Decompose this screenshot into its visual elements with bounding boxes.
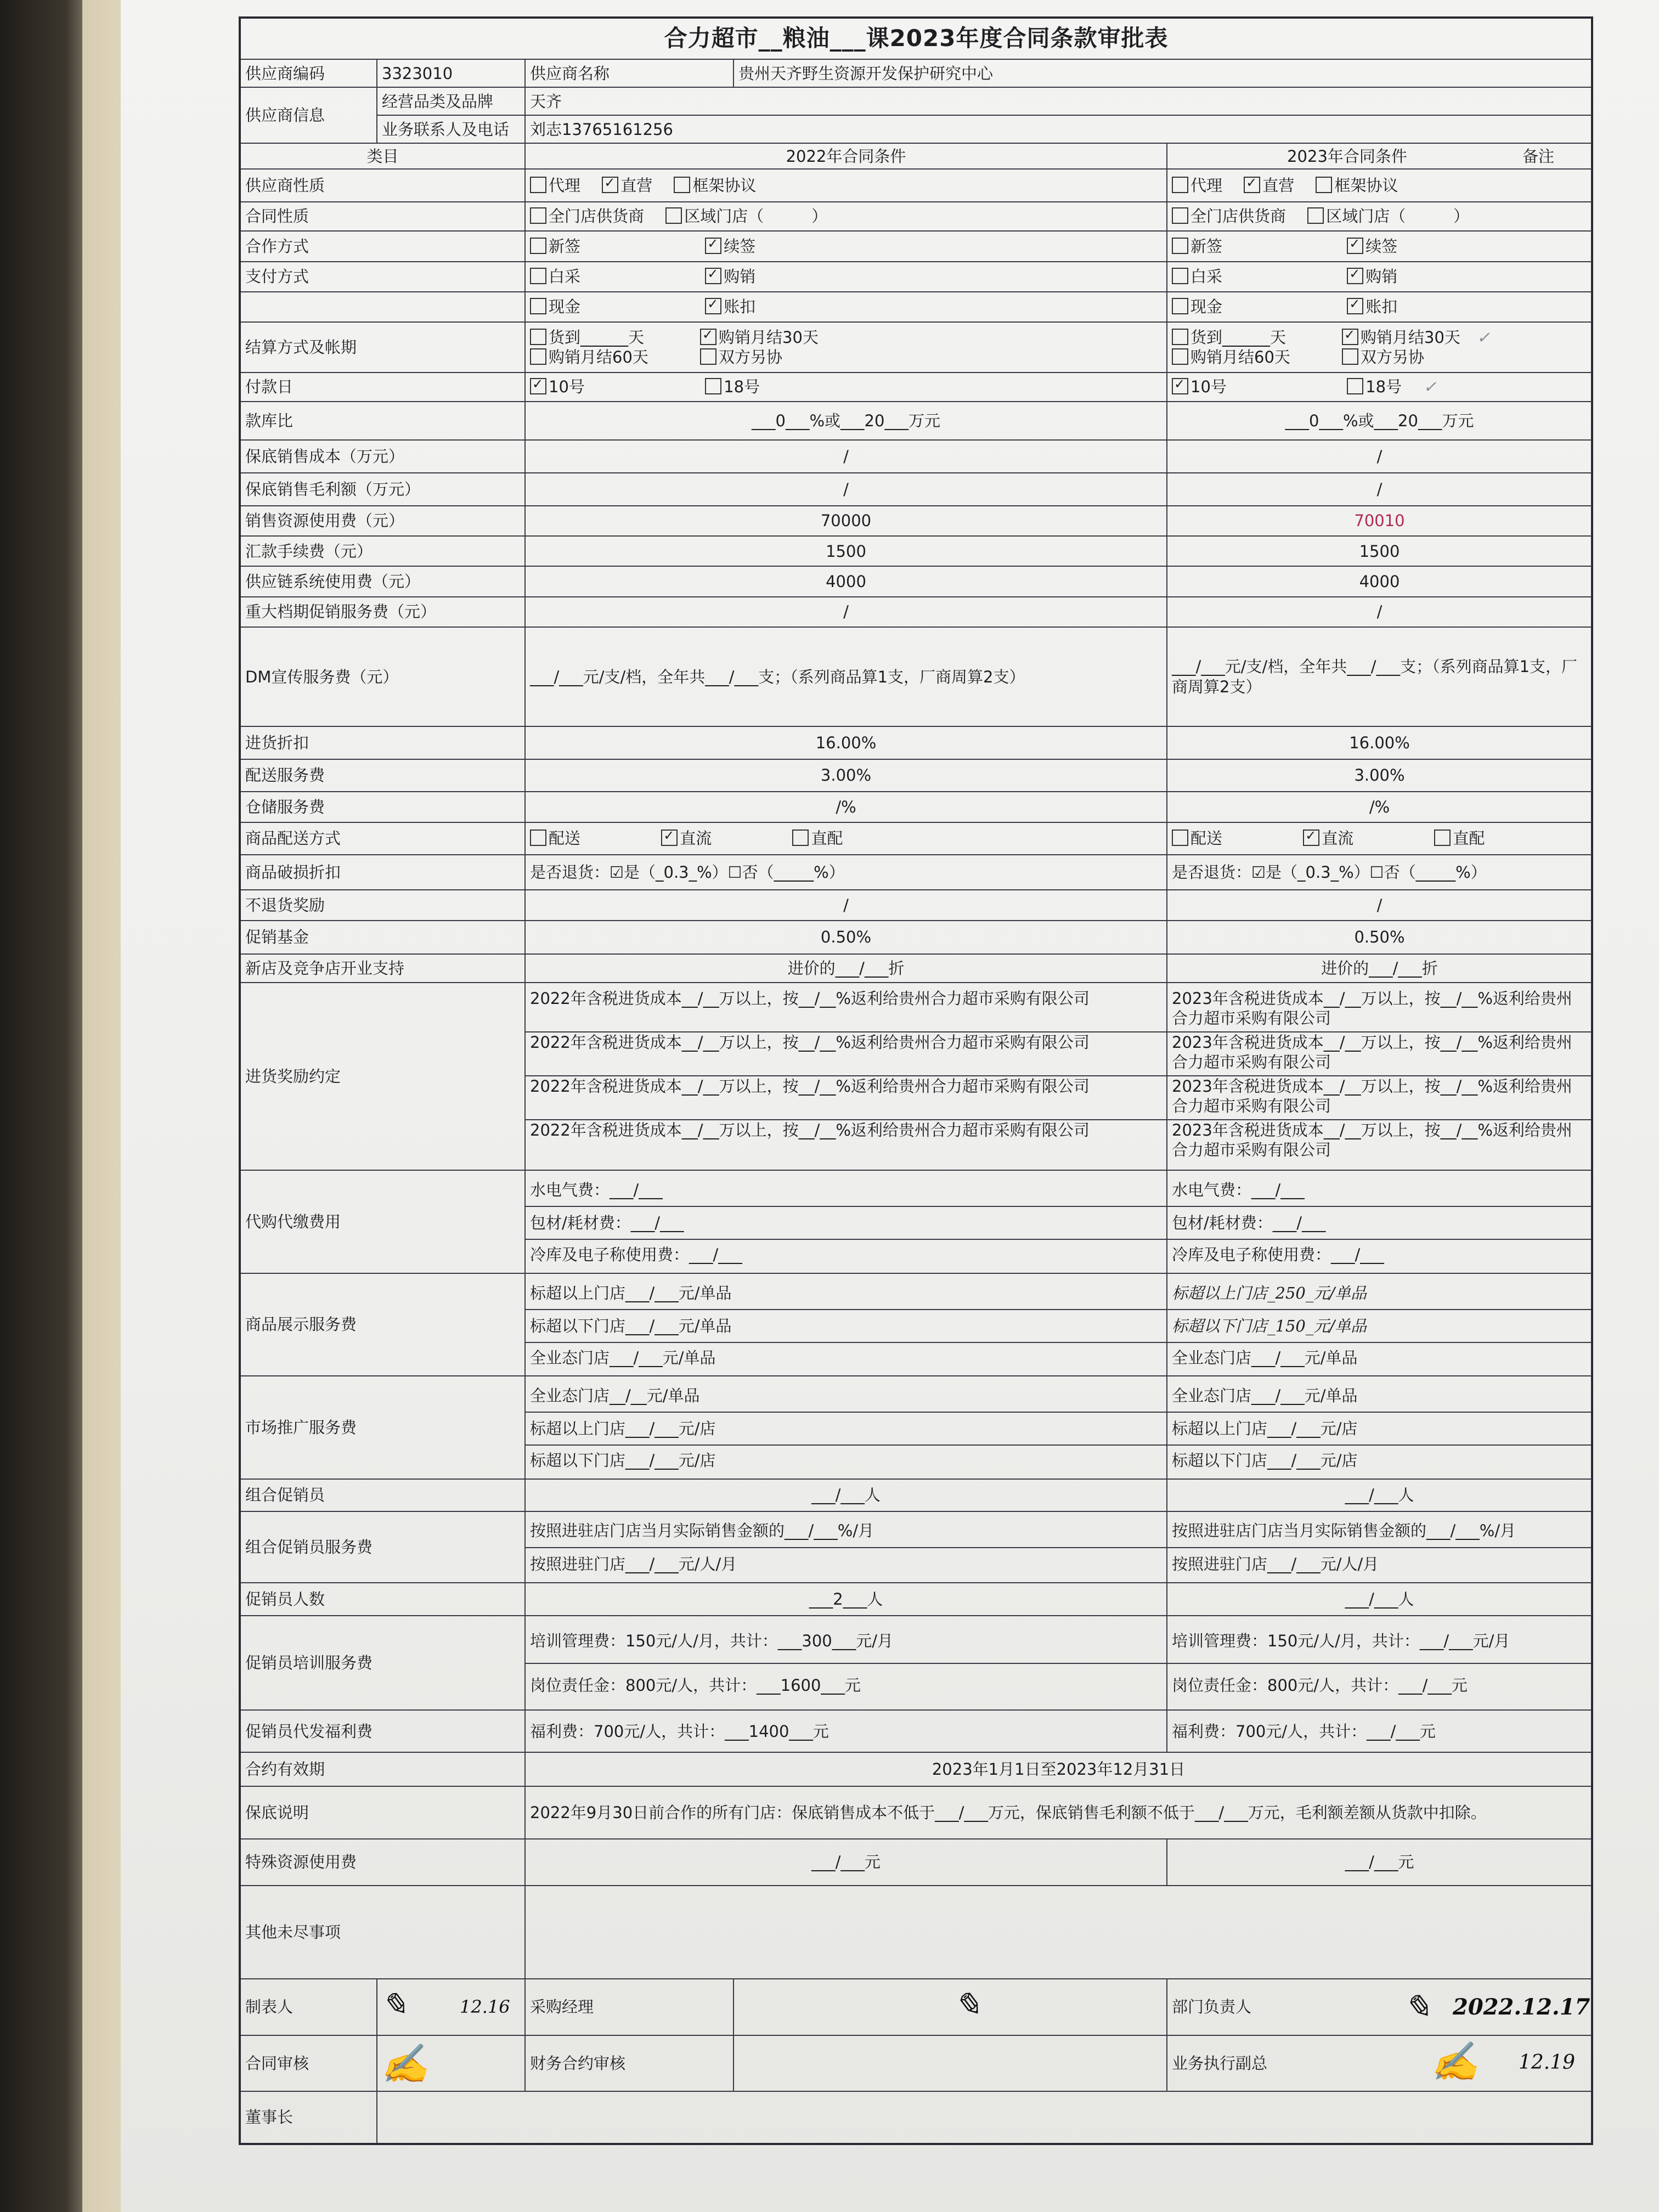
contract-type-2022: 全门店供货商 区域门店（ ）: [525, 202, 1167, 231]
opt-text: 购销月结60天: [1190, 348, 1290, 367]
label-other: 其他未尽事项: [240, 1886, 525, 1979]
checkbox-framework-2022[interactable]: [674, 177, 690, 193]
display-2022: [525, 1273, 1167, 1376]
checkbox-region-2022[interactable]: [665, 207, 682, 224]
opt-text: 区域门店（: [1326, 207, 1406, 226]
remit-fee-2022: 1500: [525, 536, 1167, 566]
opt-text: 天: [1270, 328, 1286, 347]
display-line: 全业态门店___/___元/单品: [1172, 1348, 1358, 1367]
checkbox-directmatch-2022[interactable]: [792, 830, 809, 846]
label-scm-fee: 供应链系统使用费（元）: [240, 566, 525, 596]
holiday-fee-2023: /: [1167, 597, 1592, 627]
combo-fee-line: 按照进驻门店___/___元/人/月: [1172, 1555, 1379, 1574]
opt-text: 白采: [1190, 267, 1223, 286]
checkbox-cod-2023[interactable]: [1172, 329, 1188, 345]
exec-vp-signature: ✍: [1431, 2039, 1479, 2084]
label-delivery-fee: 配送服务费: [240, 759, 525, 792]
reward-line: 2022年含税进货成本__/__万以上，按__/__%返利给贵州合力超市采购有限公司: [526, 989, 1166, 1032]
label-distribution: 商品配送方式: [240, 822, 525, 855]
opt-text: 直营: [1262, 176, 1295, 195]
new-store-2023: 进价的___/___折: [1167, 954, 1592, 982]
opt-text: 配送: [549, 829, 581, 848]
market-line: 标超以下门店___/___元/店: [530, 1451, 716, 1470]
label-chairman: 董事长: [240, 2091, 377, 2144]
market-line: 标超以下门店___/___元/店: [1172, 1451, 1358, 1470]
label-guarantee: 保底说明: [240, 1786, 525, 1839]
opt-text: 购销月结30天: [719, 328, 819, 347]
maker-signature: ✎: [381, 1986, 408, 2024]
label-storage-fee: 仓储服务费: [240, 792, 525, 822]
combo-fee-line: 按照进驻店门店当月实际销售金额的___/___%/月: [1167, 1514, 1592, 1548]
welfare-2022: 福利费：700元/人，共计：___1400___元: [525, 1710, 1167, 1752]
header-category: 类目: [240, 143, 525, 169]
label-damage: 商品破损折扣: [240, 855, 525, 890]
pay-day-2023: [1167, 373, 1592, 402]
label-resource-fee: 销售资源使用费（元）: [240, 506, 525, 536]
training-2022: [525, 1616, 1167, 1711]
holiday-fee-2022: /: [525, 597, 1167, 627]
checkbox-negotiate-2023[interactable]: [1342, 348, 1358, 365]
label-purchase-reward: 进货奖励约定: [240, 983, 525, 1171]
reward-line: 2023年含税进货成本__/__万以上，按__/__%返利给贵州合力超市采购有限公司: [1172, 1121, 1572, 1160]
market-line: 全业态门店___/___元/单品: [1167, 1380, 1592, 1413]
label-contact: 业务联系人及电话: [377, 115, 525, 143]
opt-text: 代理: [549, 176, 581, 195]
special-fee-2022: ___/___元: [525, 1839, 1167, 1886]
display-line: 标超以上门店_250_元/单品: [1167, 1277, 1592, 1310]
checkbox-d18-2022[interactable]: [705, 378, 721, 394]
checkbox-consign-2022[interactable]: [530, 268, 546, 284]
checkbox-allstore-2023[interactable]: [1172, 207, 1188, 224]
header-2022: 2022年合同条件: [525, 143, 1167, 169]
opt-text: 配送: [1190, 829, 1223, 848]
min-margin-2023: /: [1167, 473, 1592, 506]
opt-text: 新签: [1190, 236, 1223, 256]
training-line: 岗位责任金：800元/人，共计：___/___元: [1172, 1676, 1468, 1695]
label-buyer-mgr: 采购经理: [525, 1979, 733, 2035]
finance-signature-cell: [733, 2035, 1167, 2091]
opt-text: 全门店供货商: [549, 207, 645, 226]
agency-line: 包材/耗材费：___/___: [526, 1207, 1166, 1240]
opt-text: 购销: [1365, 267, 1398, 286]
check-mark: ✓: [1423, 377, 1437, 397]
training-line: 岗位责任金：800元/人，共计：___1600___元: [530, 1676, 861, 1695]
resource-fee-2023: 70010: [1167, 506, 1592, 536]
maker-date: 12.16: [460, 1996, 510, 2018]
opt-text: 双方另协: [1361, 348, 1425, 367]
buyer-mgr-signature-cell: [733, 1979, 1167, 2035]
damage-2023: 是否退货：☑是（_0.3_%）☐否（_____%）: [1167, 855, 1592, 890]
opt-text: 双方另协: [719, 348, 783, 367]
chairman-signature-cell: [377, 2091, 1592, 2144]
check-mark: ✓: [1476, 328, 1491, 347]
label-supplier-info: 供应商信息: [240, 87, 377, 143]
dept-head-date: 2022.12.17: [1453, 1994, 1590, 2021]
label-cash: [240, 292, 525, 322]
label-stock-ratio: 款库比: [240, 402, 525, 440]
storage-fee-2023: /%: [1167, 792, 1592, 822]
agency-line: 水电气费：___/___: [526, 1174, 1166, 1207]
label-discount: 进货折扣: [240, 726, 525, 759]
checkbox-consign-2023[interactable]: [1172, 268, 1188, 284]
label-finance: 财务合约审核: [525, 2035, 733, 2091]
reward-line: 2022年含税进货成本__/__万以上，按__/__%返利给贵州合力超市采购有限公司: [526, 1076, 1166, 1120]
label-new-store: 新店及竞争店开业支持: [240, 954, 525, 982]
promoter-count-2023: ___/___人: [1167, 1583, 1592, 1616]
label-pay-day: 付款日: [240, 373, 525, 402]
min-cost-2022: /: [525, 440, 1167, 473]
combo-promoter-2022: ___/___人: [525, 1479, 1167, 1512]
exec-vp-cell: [1167, 2035, 1592, 2091]
label-welfare-fee: 促销员代发福利费: [240, 1710, 525, 1752]
checkbox-agent-2023[interactable]: [1172, 177, 1188, 193]
checkbox-directflow-2023[interactable]: [1303, 830, 1319, 846]
opt-text: 框架协议: [692, 176, 757, 195]
label-supplier-name: 供应商名称: [525, 59, 733, 87]
checkbox-d10-2023[interactable]: [1172, 378, 1188, 394]
cash-2022: [525, 292, 1167, 322]
checkbox-renew-2023[interactable]: [1347, 238, 1363, 254]
cash-2023: [1167, 292, 1592, 322]
damage-2022: 是否退货：☑是（_0.3_%）☐否（_____%）: [525, 855, 1167, 890]
buyer-mgr-signature: ✎: [953, 1986, 981, 2025]
label-promo-fund: 促销基金: [240, 921, 525, 955]
brand-value: 天齐: [525, 87, 1592, 115]
stock-ratio-2022: ___0___%或___20___万元: [525, 402, 1167, 440]
opt-text: 直配: [811, 829, 843, 848]
agency-2022: [525, 1170, 1167, 1273]
supplier-code: 3323010: [377, 59, 525, 87]
payment-method-2023: [1167, 262, 1592, 292]
distribution-2022: [525, 822, 1167, 855]
promoter-count-2022: ___2___人: [525, 1583, 1167, 1616]
agency-line: 冷库及电子称使用费：___/___: [1172, 1245, 1384, 1265]
combo-fee-line: 按照进驻门店___/___元/人/月: [530, 1555, 737, 1574]
combo-fee-line: 按照进驻店门店当月实际销售金额的___/___%/月: [526, 1514, 1166, 1548]
checkbox-region-2023[interactable]: [1307, 207, 1324, 224]
opt-text: 全门店供货商: [1190, 207, 1286, 226]
nature-2022: [525, 169, 1167, 202]
reward-2023: [1167, 983, 1592, 1171]
market-line: 全业态门店__/__元/单品: [526, 1380, 1166, 1413]
label-review: 合同审核: [240, 2035, 377, 2091]
checkbox-new-2023[interactable]: [1172, 238, 1188, 254]
checkbox-cash-2022[interactable]: [530, 298, 546, 314]
combo-fee-2023: [1167, 1511, 1592, 1583]
discount-2023: 16.00%: [1167, 726, 1592, 759]
checkbox-d10-2022[interactable]: [530, 378, 546, 394]
agency-2023: [1167, 1170, 1592, 1273]
settlement-2022: 货到______天✓ 购销月结30天 购销月结60天 双方另协: [525, 322, 1167, 373]
label-exec-vp: 业务执行副总: [1172, 2053, 1268, 2073]
checkbox-monthly60-2022[interactable]: [530, 348, 546, 365]
reward-line: 2023年含税进货成本__/__万以上，按__/__%返利给贵州合力超市采购有限公司: [1167, 1076, 1592, 1120]
coop-2023: [1167, 231, 1592, 261]
opt-text: 现金: [549, 297, 581, 317]
label-agency-fee: 代购代缴费用: [240, 1170, 525, 1273]
form-title: 合力超市__粮油___课2023年度合同条款审批表: [240, 18, 1592, 59]
agency-line: 水电气费：___/___: [1167, 1174, 1592, 1207]
combo-fee-2022: [525, 1511, 1167, 1583]
checkbox-deduct-2023[interactable]: [1347, 298, 1363, 314]
no-return-2022: /: [525, 890, 1167, 920]
opt-text: 代理: [1190, 176, 1223, 195]
combo-promoter-2023: ___/___人: [1167, 1479, 1592, 1512]
review-signature-cell: [377, 2035, 525, 2091]
label-min-cost: 保底销售成本（万元）: [240, 440, 525, 473]
opt-text: 直营: [620, 176, 653, 195]
checkbox-d18-2023[interactable]: [1347, 378, 1363, 394]
market-2023: [1167, 1376, 1592, 1479]
contract-type-2023: 全门店供货商 区域门店（ ）: [1167, 202, 1592, 231]
reward-2022: [525, 983, 1167, 1171]
checkbox-deliver-2022[interactable]: [530, 830, 546, 846]
special-fee-2023: ___/___元: [1167, 1839, 1592, 1886]
reward-line: 2022年含税进货成本__/__万以上，按__/__%返利给贵州合力超市采购有限公司: [530, 1121, 1090, 1140]
label-dm-fee: DM宣传服务费（元）: [240, 627, 525, 726]
opt-text: 区域门店（: [684, 207, 764, 226]
checkbox-deduct-2022[interactable]: [705, 298, 721, 314]
checkbox-framework-2023[interactable]: [1316, 177, 1332, 193]
coop-2022: [525, 231, 1167, 261]
label-training-fee: 促销员培训服务费: [240, 1616, 525, 1711]
label-special-fee: 特殊资源使用费: [240, 1839, 525, 1886]
dept-head-cell: [1167, 1979, 1592, 2035]
checkbox-cash-2023[interactable]: [1172, 298, 1188, 314]
header-2023: [1167, 143, 1592, 169]
market-2022: [525, 1376, 1167, 1479]
opt-text: 购销月结30天: [1361, 328, 1460, 347]
settlement-2023: 货到______天✓ 购销月结30天 ✓ 购销月结60天 双方另协: [1167, 322, 1592, 373]
promo-fund-2023: 0.50%: [1167, 921, 1592, 955]
opt-text: 直流: [680, 829, 712, 848]
label-min-margin: 保底销售毛利额（万元）: [240, 473, 525, 506]
label-coop: 合作方式: [240, 231, 525, 261]
checkbox-allstore-2022[interactable]: [530, 207, 546, 224]
label-supplier-code: 供应商编码: [240, 59, 377, 87]
checkbox-monthly30-2022[interactable]: [700, 329, 716, 345]
maker-signature-cell: [377, 1979, 525, 2035]
label-contract-type: 合同性质: [240, 202, 525, 231]
no-return-2023: /: [1167, 890, 1592, 920]
min-cost-2023: /: [1167, 440, 1592, 473]
checkbox-cod-2022[interactable]: [530, 329, 546, 345]
pay-day-2022: [525, 373, 1167, 402]
training-line: 培训管理费：150元/人/月，共计：___300___元/月: [526, 1619, 1166, 1664]
opt-text: 续签: [724, 236, 756, 256]
opt-text: 直配: [1453, 829, 1485, 848]
promo-fund-2022: 0.50%: [525, 921, 1167, 955]
min-margin-2022: /: [525, 473, 1167, 506]
contact-value: 刘志13765161256: [525, 115, 1592, 143]
guarantee-text: 2022年9月30日前合作的所有门店：保底销售成本不低于___/___万元，保底销售毛利额不低于___/___万元，毛利额差额从货款中扣除。: [525, 1786, 1592, 1839]
opt-text: 10号: [549, 377, 585, 397]
display-2023: [1167, 1273, 1592, 1376]
checkbox-directmatch-2023[interactable]: [1434, 830, 1451, 846]
new-store-2022: 进价的___/___折: [525, 954, 1167, 982]
review-signature: ✍: [381, 2041, 429, 2086]
label-brand: 经营品类及品牌: [377, 87, 525, 115]
delivery-fee-2023: 3.00%: [1167, 759, 1592, 792]
label-settlement: 结算方式及帐期: [240, 322, 525, 373]
opt-text: 框架协议: [1334, 176, 1398, 195]
agency-line: 包材/耗材费：___/___: [1167, 1207, 1592, 1240]
reward-line: 2023年含税进货成本__/__万以上，按__/__%返利给贵州合力超市采购有限公司: [1167, 1032, 1592, 1076]
opt-text: 账扣: [1365, 297, 1398, 317]
market-line: 标超以上门店___/___元/店: [1167, 1413, 1592, 1446]
storage-fee-2022: /%: [525, 792, 1167, 822]
dm-fee-2022: ___/___元/支/档，全年共___/___支；（系列商品算1支，厂商周算2支）: [525, 627, 1167, 726]
label-payment-method: 支付方式: [240, 262, 525, 292]
opt-text: 新签: [549, 236, 581, 256]
label-market-fee: 市场推广服务费: [240, 1376, 525, 1479]
delivery-fee-2022: 3.00%: [525, 759, 1167, 792]
label-holiday-fee: 重大档期促销服务费（元）: [240, 597, 525, 627]
reward-line: 2023年含税进货成本__/__万以上，按__/__%返利给贵州合力超市采购有限公司: [1167, 989, 1592, 1032]
checkbox-deliver-2023[interactable]: [1172, 830, 1188, 846]
training-2023: [1167, 1616, 1592, 1711]
label-remit-fee: 汇款手续费（元）: [240, 536, 525, 566]
label-no-return: 不退货奖励: [240, 890, 525, 920]
opt-text: 购销月结60天: [549, 348, 648, 367]
opt-text: 18号: [1365, 377, 1402, 397]
market-line: 标超以上门店___/___元/店: [526, 1413, 1166, 1446]
remit-fee-2023: 1500: [1167, 536, 1592, 566]
opt-text: 货到: [549, 328, 581, 347]
header-2023-text: 2023年合同条件: [1287, 146, 1407, 166]
checkbox-agent-2022[interactable]: [530, 177, 546, 193]
nature-2023: [1167, 169, 1592, 202]
header-remark: 备注: [1522, 146, 1555, 166]
checkbox-renew-2022[interactable]: [705, 238, 721, 254]
other-value: [525, 1886, 1592, 1979]
reward-line: 2022年含税进货成本__/__万以上，按__/__%返利给贵州合力超市采购有限公司: [526, 1032, 1166, 1076]
validity-value: 2023年1月1日至2023年12月31日: [525, 1752, 1592, 1786]
checkbox-negotiate-2022[interactable]: [700, 348, 716, 365]
opt-text: 账扣: [724, 297, 756, 317]
opt-text: 10号: [1190, 377, 1227, 397]
display-line: 全业态门店___/___元/单品: [530, 1348, 716, 1367]
display-line: 标超以下门店___/___元/单品: [526, 1310, 1166, 1343]
resource-fee-2022: 70000: [525, 506, 1167, 536]
label-combo-promoter-fee: 组合促销员服务费: [240, 1511, 525, 1583]
label-validity: 合约有效期: [240, 1752, 525, 1786]
discount-2022: 16.00%: [525, 726, 1167, 759]
dept-head-signature: ✎: [1403, 1988, 1431, 2027]
exec-vp-date: 12.19: [1519, 2051, 1576, 2074]
label-display-fee: 商品展示服务费: [240, 1273, 525, 1376]
approval-form: [239, 16, 1590, 2145]
opt-text: 天: [628, 328, 645, 347]
opt-text: 白采: [549, 267, 581, 286]
display-line: 标超以下门店_150_元/单品: [1167, 1310, 1592, 1343]
display-line: 标超以上门店___/___元/单品: [526, 1277, 1166, 1310]
scm-fee-2023: 4000: [1167, 566, 1592, 596]
opt-text: 货到: [1190, 328, 1223, 347]
checkbox-direct-2022[interactable]: [602, 177, 618, 193]
distribution-2023: [1167, 822, 1592, 855]
opt-text: 18号: [724, 377, 760, 397]
training-line: 培训管理费：150元/人/月，共计：___/___元/月: [1167, 1619, 1592, 1664]
label-dept-head: 部门负责人: [1172, 1997, 1252, 2017]
label-maker: 制表人: [240, 1979, 377, 2035]
opt-text: 直流: [1322, 829, 1354, 848]
payment-method-2022: [525, 262, 1167, 292]
supplier-name: 贵州天齐野生资源开发保护研究中心: [733, 59, 1592, 87]
checkbox-monthly60-2023[interactable]: [1172, 348, 1188, 365]
label-nature: 供应商性质: [240, 169, 525, 202]
checkbox-directflow-2022[interactable]: [661, 830, 678, 846]
checkbox-buysell-2023[interactable]: [1347, 268, 1363, 284]
dm-fee-2023: ___/___元/支/档，全年共___/___支；（系列商品算1支，厂商周算2支）: [1167, 627, 1592, 726]
approval-table: [239, 16, 1593, 2145]
stock-ratio-2023: ___0___%或___20___万元: [1167, 402, 1592, 440]
checkbox-direct-2023[interactable]: [1244, 177, 1260, 193]
checkbox-new-2022[interactable]: [530, 238, 546, 254]
scm-fee-2022: 4000: [525, 566, 1167, 596]
checkbox-monthly30-2023[interactable]: [1342, 329, 1358, 345]
welfare-2023: 福利费：700元/人，共计：___/___元: [1167, 1710, 1592, 1752]
checkbox-buysell-2022[interactable]: [705, 268, 721, 284]
opt-text: 现金: [1190, 297, 1223, 317]
label-combo-promoter: 组合促销员: [240, 1479, 525, 1512]
agency-line: 冷库及电子称使用费：___/___: [530, 1245, 742, 1265]
label-promoter-count: 促销员人数: [240, 1583, 525, 1616]
opt-text: 购销: [724, 267, 756, 286]
opt-text: 续签: [1365, 236, 1398, 256]
